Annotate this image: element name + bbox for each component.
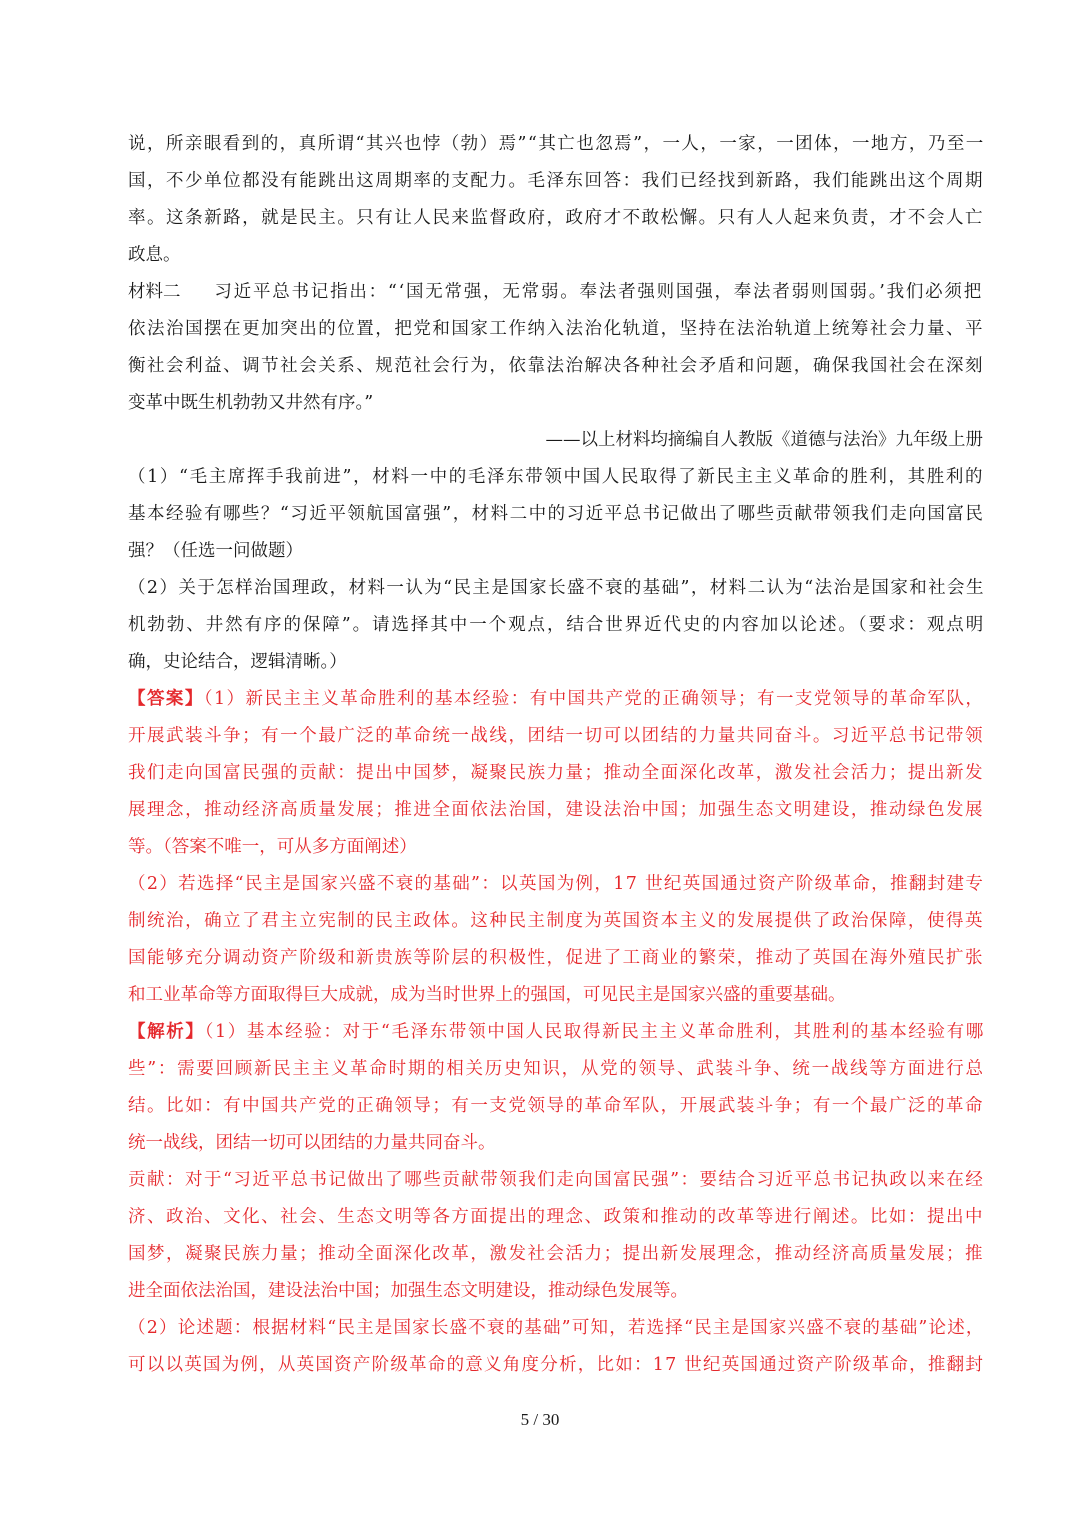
text-line: （2）若选择“民主是国家兴盛不衰的基础”：以英国为例，17 世纪英国通过资产阶级革命，推翻封建专 bbox=[128, 874, 985, 894]
text-line: 【答案】（1）新民主主义革命胜利的基本经验：有中国共产党的正确领导；有一支党领导的革命军队， bbox=[128, 689, 985, 709]
text-line: 等。（答案不唯一，可从多方面阐述） bbox=[128, 837, 417, 857]
text-line: 贡献：对于“习近平总书记做出了哪些贡献带领我们走向国富民强”：要结合习近平总书记执政以来在经 bbox=[128, 1170, 985, 1190]
source-citation: ——以上材料均摘编自人教版《道德与法治》九年级上册 bbox=[545, 430, 983, 450]
text-line: 些”：需要回顾新民主主义革命时期的相关历史知识，从党的领导、武装斗争、统一战线等方面进行总 bbox=[128, 1059, 985, 1079]
material-label: 材料二 bbox=[128, 282, 181, 302]
text-line: 衡社会利益、调节社会关系、规范社会行为，依靠法治解决各种社会矛盾和问题，确保我国社会在深刻 bbox=[128, 356, 985, 376]
text-line: 统一战线，团结一切可以团结的力量共同奋斗。 bbox=[128, 1133, 496, 1153]
text-line: （2）关于怎样治国理政，材料一认为“民主是国家长盛不衰的基础”，材料二认为“法治是国家和社会生 bbox=[128, 578, 985, 598]
question-1 bbox=[128, 459, 983, 570]
page-number: 5 / 30 bbox=[520, 1410, 560, 1429]
text-line: 国梦，凝聚民族力量；推动全面深化改革，激发社会活力；提出新发展理念，推动经济高质量发展；推 bbox=[128, 1244, 985, 1264]
text-line: 展理念，推动经济高质量发展；推进全面依法治国，建设法治中国；加强生态文明建设，推动绿色发展 bbox=[128, 800, 985, 820]
material-one-paragraph bbox=[128, 126, 983, 274]
text-line: 制统治，确立了君主立宪制的民主政体。这种民主制度为英国资本主义的发展提供了政治保障，使得英 bbox=[128, 911, 985, 931]
text-line: （2）论述题：根据材料“民主是国家长盛不衰的基础”可知，若选择“民主是国家兴盛不衰的基础”论述， bbox=[128, 1318, 985, 1338]
analysis-section bbox=[128, 1014, 983, 1384]
question-2 bbox=[128, 570, 986, 681]
material-two-paragraph bbox=[128, 274, 983, 422]
text-line: 国能够充分调动资产阶级和新贵族等阶层的积极性，促进了工商业的繁荣，推动了英国在海外殖民扩张 bbox=[128, 948, 985, 968]
text-line: 依法治国摆在更加突出的位置，把党和国家工作纳入法治化轨道，坚持在法治轨道上统筹社会力量、平 bbox=[128, 319, 985, 339]
text-line: 率。这条新路，就是民主。只有让人民来监督政府，政府才不敢松懈。只有人人起来负责，才不会人亡 bbox=[128, 208, 985, 228]
text-line: 材料二 习近平总书记指出：“‘国无常强，无常弱。奉法者强则国强，奉法者弱则国弱。’我们必须把 bbox=[128, 274, 983, 311]
text-line: 确，史论结合，逻辑清晰。） bbox=[128, 652, 347, 672]
text-line: 可以以英国为例，从英国资产阶级革命的意义角度分析，比如：17 世纪英国通过资产阶级革命，推翻封 bbox=[128, 1355, 985, 1375]
text-line: 基本经验有哪些？“习近平领航国富强”，材料二中的习近平总书记做出了哪些贡献带领我们走向国富民 bbox=[128, 504, 985, 524]
text-line: 变革中既生机勃勃又井然有序。” bbox=[128, 393, 374, 413]
text-line: 【解析】（1）基本经验：对于“毛泽东带领中国人民取得新民主主义革命胜利，其胜利的基本经验有哪 bbox=[128, 1022, 985, 1042]
answer-section bbox=[128, 681, 983, 1014]
text-line: 说，所亲眼看到的，真所谓“其兴也悖（勃）焉”“其亡也忽焉”，一人，一家，一团体，一地方，乃至一 bbox=[128, 134, 985, 154]
answer-tag: 【答案】 bbox=[128, 689, 204, 709]
text-line: 进全面依法治国，建设法治中国；加强生态文明建设，推动绿色发展等。 bbox=[128, 1281, 688, 1301]
text-line: 国，不少单位都没有能跳出这周期率的支配力。毛泽东回答：我们已经找到新路，我们能跳出这个周期 bbox=[128, 171, 985, 191]
analysis-tag: 【解析】 bbox=[128, 1022, 205, 1042]
text-line: （1）“毛主席挥手我前进”，材料一中的毛泽东带领中国人民取得了新民主主义革命的胜利，其胜利的 bbox=[128, 467, 985, 487]
text-line: 强？（任选一问做题） bbox=[128, 541, 303, 561]
text-line: 结。比如：有中国共产党的正确领导；有一支党领导的革命军队，开展武装斗争；有一个最广泛的革命 bbox=[128, 1096, 985, 1116]
text-line: 机勃勃、井然有序的保障”。请选择其中一个观点，结合世界近代史的内容加以论述。（要求：观点明 bbox=[128, 615, 986, 635]
text-line: 政息。 bbox=[128, 245, 181, 265]
text-line: 和工业革命等方面取得巨大成就，成为当时世界上的强国，可见民主是国家兴盛的重要基础。 bbox=[128, 985, 846, 1005]
text-line: 开展武装斗争；有一个最广泛的革命统一战线，团结一切可以团结的力量共同奋斗。习近平总书记带领 bbox=[128, 726, 985, 746]
page-content bbox=[128, 126, 986, 1384]
text-line: 济、政治、文化、社会、生态文明等各方面提出的理念、政策和推动的改革等进行阐述。比如：提出中 bbox=[128, 1207, 985, 1227]
text-line: 我们走向国富民强的贡献：提出中国梦，凝聚民族力量；推动全面深化改革，激发社会活力；提出新发 bbox=[128, 763, 985, 783]
